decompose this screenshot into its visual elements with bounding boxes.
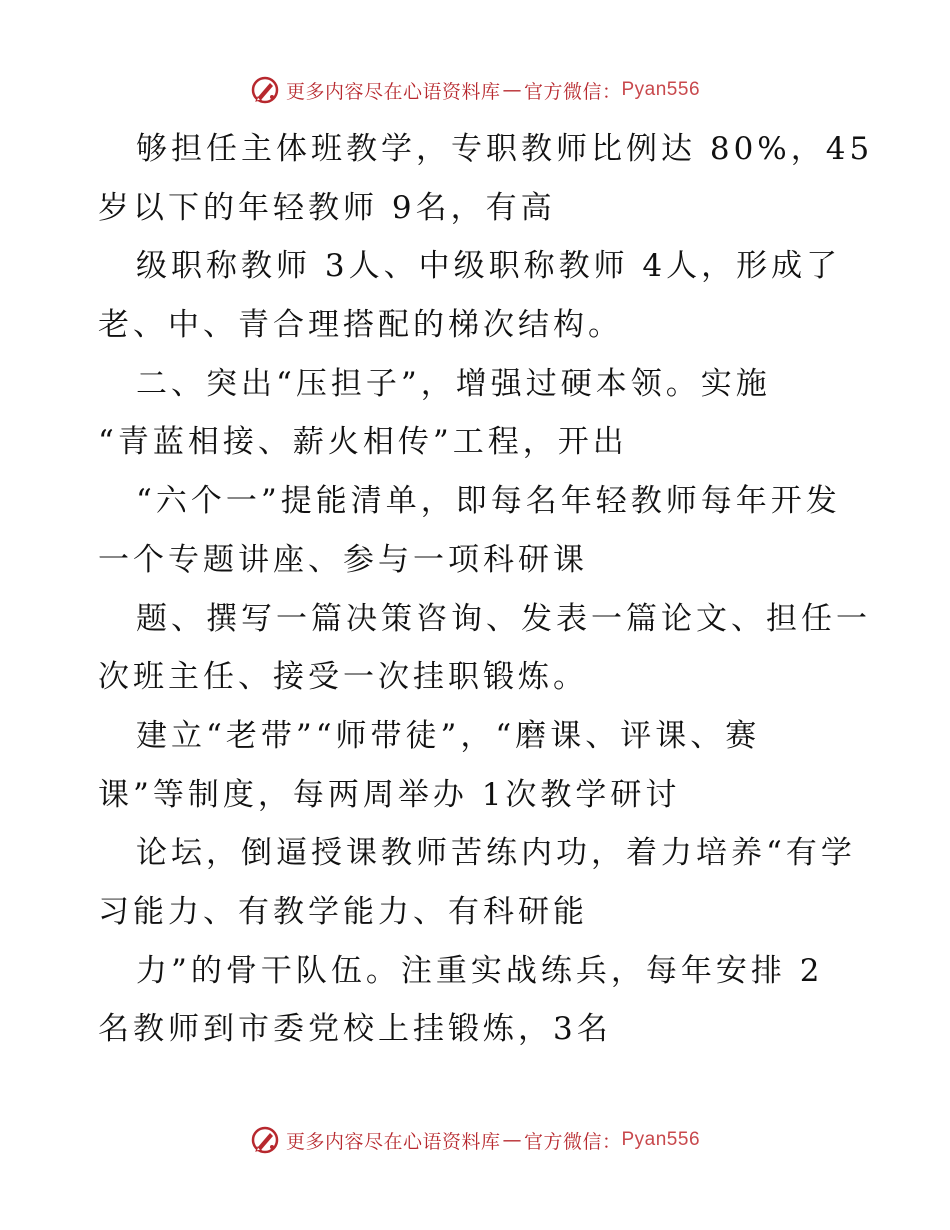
text-line: 够担任主体班教学，专职教师比例达 80%，45 (136, 131, 874, 167)
pen-logo-icon (250, 75, 280, 105)
watermark-wechat-label: 官方微信： (523, 80, 622, 103)
text-line: 一个专题讲座、参与一项科研课 (98, 541, 588, 578)
watermark-text: 更多内容尽在心语资料库 (285, 1130, 501, 1153)
pen-logo-icon (250, 1125, 280, 1155)
watermark-wechat-label: 官方微信： (523, 1130, 622, 1153)
header-watermark (0, 70, 950, 110)
watermark-separator: — (502, 79, 522, 101)
text-line: 建立“老带”“师带徒”，“磨课、评课、赛 (136, 717, 761, 754)
text-line: 次班主任、接受一次挂职锻炼。 (98, 659, 588, 696)
text-line: “青蓝相接、薪火相传”工程，开出 (98, 424, 628, 461)
text-line: 题、撰写一篇决策咨询、发表一篇论文、担任一 (136, 600, 871, 637)
watermark-text: 更多内容尽在心语资料库 (285, 80, 501, 103)
text-line: 岁以下的年轻教师 9名，有高 (98, 189, 556, 226)
text-line: 老、中、青合理搭配的梯次结构。 (98, 307, 623, 344)
text-line: 力”的骨干队伍。注重实战练兵，每年安排 2 (136, 952, 824, 989)
footer-watermark (0, 1120, 950, 1160)
text-line: 论坛，倒逼授课教师苦练内功，着力培养“有学 (136, 835, 856, 872)
watermark-wechat-id: Pyan556 (621, 1129, 701, 1150)
document-body (98, 120, 874, 1059)
text-line: 习能力、有教学能力、有科研能 (98, 893, 588, 930)
watermark-wechat-id: Pyan556 (621, 79, 701, 100)
text-line: 级职称教师 3人、中级职称教师 4人，形成了 (136, 248, 842, 285)
watermark-separator: — (502, 1129, 522, 1151)
text-line: 课”等制度，每两周举办 1次教学研讨 (98, 776, 681, 813)
text-line: 名教师到市委党校上挂锻炼，3名 (98, 1011, 612, 1048)
text-line: 二、突出“压担子”，增强过硬本领。实施 (136, 365, 771, 402)
text-line: “六个一”提能清单，即每名年轻教师每年开发 (136, 483, 841, 520)
